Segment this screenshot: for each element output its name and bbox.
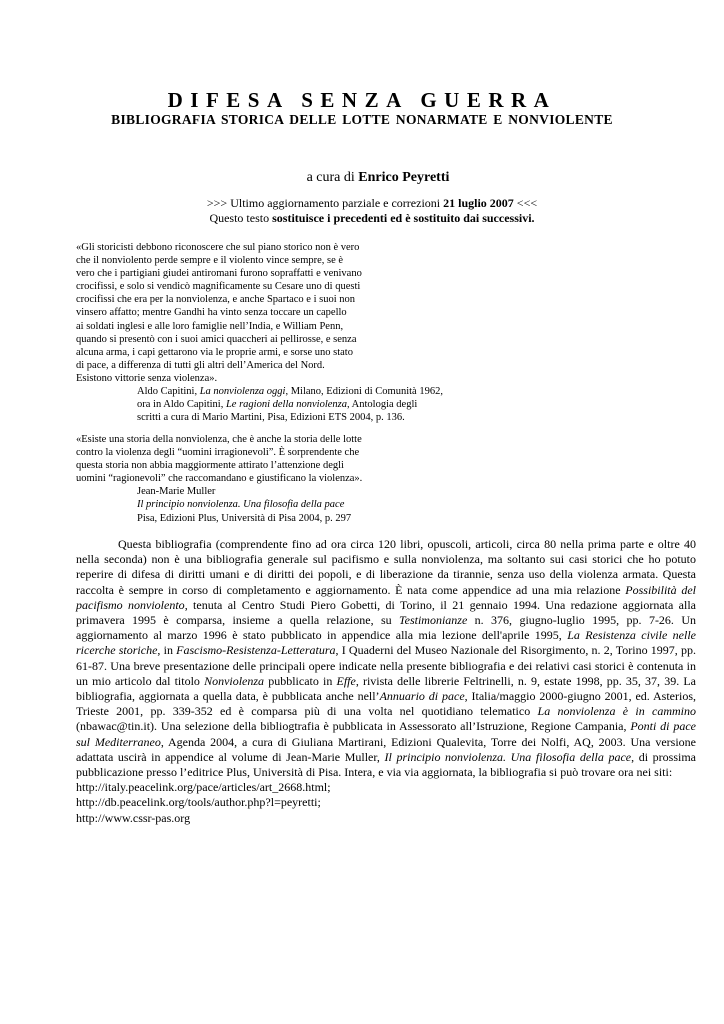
text-run: , di prossima pubblicazione presso l’editrice Plus, Università di Pisa. Intera, e via via aggiornata, la bibliografia si può trovare ora nei siti:: [76, 749, 696, 780]
quote-line: «Gli storicisti debbono riconoscere che sul piano storico non è vero: [76, 242, 360, 253]
intro-paragraph: [76, 537, 696, 826]
text-run: (nbawac@tin.it). Una selezione della bibliogtrafia è pubblicata in Assessorato all’Istruzione, Regione Campania,: [76, 719, 631, 734]
italic-title: Ponti di pace sul Mediterraneo: [76, 719, 696, 749]
curator-line: [0, 169, 724, 187]
quote-citation: [76, 385, 443, 398]
quote-line: che il nonviolento perde sempre e il violento vince sempre, se è: [76, 255, 344, 267]
italic-title: Testimonianze: [399, 613, 468, 628]
italic-title: Annuario di pace: [379, 689, 465, 704]
quote-line: vinsero affatto; mentre Gandhi ha vinto senza toccare un capello: [76, 307, 347, 319]
text-run: , tenuta al Centro Studi Piero Gobetti, di Torino, il 21 gennaio 1994. Una redazione aggiornata alla primavera 1995 è comparsa, insieme a quella relazione, su: [76, 597, 696, 628]
cite-author: Jean-Marie Muller: [137, 486, 216, 498]
quote-line: contro la violenza degli “uomini irragionevoli”. È sorprendente che: [76, 447, 360, 459]
quote-line: vero che i partigiani giudei antiromani furono sopraffatti e venivano: [76, 268, 362, 280]
replace-line: [20, 211, 724, 226]
update-line: [20, 196, 724, 211]
cite-publisher: Pisa, Edizioni Plus, Università di Pisa 2004, p. 297: [137, 512, 352, 524]
update-notice: [0, 196, 724, 226]
url-list: [76, 780, 696, 826]
quote-line: crocifissi, e solo si vendicò magnificamente su Cesare uno di questi: [76, 281, 361, 293]
quote-line: ai soldati inglesi e alle loro famiglie nell’India, e William Penn,: [76, 320, 344, 332]
url-link[interactable]: http://db.peacelink.org/tools/author.php?l=peyretti;: [76, 795, 321, 810]
quote-line: di pace, a differenza di tutti gli altri dell’America del Nord.: [76, 359, 325, 371]
url-link[interactable]: http://www.cssr-pas.org: [76, 810, 191, 825]
italic-title: La nonviolenza è in cammino: [537, 704, 696, 719]
italic-title: Effe: [336, 673, 356, 688]
quote-line: uomini “ragionevoli” che raccomandano e giustificano la violenza».: [76, 473, 363, 485]
document-subtitle: BIBLIOGRAFIA STORICA DELLE LOTTE NONARMATE E NONVIOLENTE: [111, 112, 613, 127]
text-run: n. 376, giugno-luglio 1995, pp. 7-26. Un aggiornamento al marzo 1996 è stato pubblicato in appendice alla mia lezione dell'aprile 1995,: [76, 613, 696, 643]
curator-prefix: a cura di: [306, 170, 359, 185]
update-suffix: <<<: [513, 196, 538, 210]
quote-line: Esistono vittorie senza violenza».: [76, 372, 218, 384]
italic-title: La Resistenza civile nelle ricerche storiche: [76, 628, 697, 658]
quote-line: crocifissi che era per la nonviolenza, e anche Spartaco e i suoi non: [76, 294, 356, 306]
capitini-quote: [76, 241, 443, 424]
cite-rest: , Antologia degli: [347, 399, 418, 411]
replace-prefix: Questo testo: [209, 211, 273, 225]
update-prefix: >>> Ultimo aggiornamento parziale e correzioni: [206, 196, 444, 210]
cite-author: Aldo Capitini,: [137, 386, 200, 398]
italic-title: Possibilità del pacifismo nonviolento: [76, 582, 696, 612]
text-run: , I Quaderni del Museo Nazionale del Risorgimento, n. 2, Torino 1997, pp. 61-87. Una breve presentazione delle principali opere indicate nella presente bibliografia e dei relativi casi storici è contenuta in un mio articolo dal titolo: [76, 643, 696, 688]
muller-quote: [76, 433, 376, 525]
text-run: , in: [157, 643, 177, 658]
paragraph-text: [76, 537, 696, 780]
cite-title: Le ragioni della nonviolenza: [225, 399, 347, 411]
italic-title: Nonviolenza: [204, 673, 265, 688]
italic-title: Il principio nonviolenza. Una filosofia della pace: [384, 749, 632, 764]
text-run: Questa bibliografia (comprendente fino ad ora circa 120 libri, opuscoli, articoli, circa 80 nella prima parte e oltre 40 nella seconda) non è una bibliografia generale sul pacifismo e sulla nonviolenza, ma soltanto sui casi storici che ho potuto reperire di difesa di diritti umani e di diritti dei popoli, e di liberazione da tirannie, senza uso della violenza armata. Questa raccolta è sempre in corso di completamento e aggiornamento. È nata come appendice ad una mia relazione: [76, 537, 696, 597]
cite-prefix: ora in Aldo Capitini,: [137, 399, 226, 411]
quote-line: quando si presentò con i suoi amici quaccheri ai pellirosse, e senza: [76, 333, 357, 345]
document-title: DIFESA SENZA GUERRA: [167, 88, 557, 112]
quote-citation: [76, 398, 418, 411]
cite-title: Il principio nonviolenza. Una filosofia della pace: [137, 499, 345, 511]
quote-line: questa storia non abbia maggiormente attirato l’attenzione degli: [76, 460, 344, 472]
update-date: 21 luglio 2007: [443, 196, 514, 210]
replace-bold: sostituisce i precedenti ed è sostituito dai successivi.: [272, 211, 535, 225]
text-run: , Italia/maggio 2000-giugno 2001, ed. Asterios, Trieste 2001, pp. 339-352 ed è comparsa più di una volta nel quotidiano telematico: [76, 689, 697, 719]
text-run: , Agenda 2004, a cura di Giuliana Martirani, Edizioni Qualevita, Torre dei Nolfi, AQ, 2003. Una versione adattata uscirà in appendice al volume di Jean-Marie Muller,: [76, 734, 696, 764]
url-link[interactable]: http://italy.peacelink.org/pace/articles/art_2668.html;: [76, 780, 331, 795]
cite-title: La nonviolenza oggi: [199, 386, 286, 398]
curator-name: Enrico Peyretti: [358, 170, 450, 185]
text-run: , rivista delle librerie Feltrinelli, n. 9, estate 1998, pp. 35, 37, 39. La bibliografia, aggiornata a quella data, è pubblicata anche nell’: [76, 673, 696, 704]
italic-title: Fascismo-Resistenza-Letteratura: [176, 643, 336, 658]
quote-line: alcuna arma, i capi gettarono via le proprie armi, e sorse uno stato: [76, 346, 353, 358]
quote-line: «Esiste una storia della nonviolenza, che è anche la storia delle lotte: [76, 434, 362, 445]
cite-rest: , Milano, Edizioni di Comunità 1962,: [285, 386, 443, 398]
text-run: pubblicato in: [264, 673, 337, 688]
quote-citation: scritti a cura di Mario Martini, Pisa, Edizioni ETS 2004, p. 136.: [137, 412, 405, 424]
